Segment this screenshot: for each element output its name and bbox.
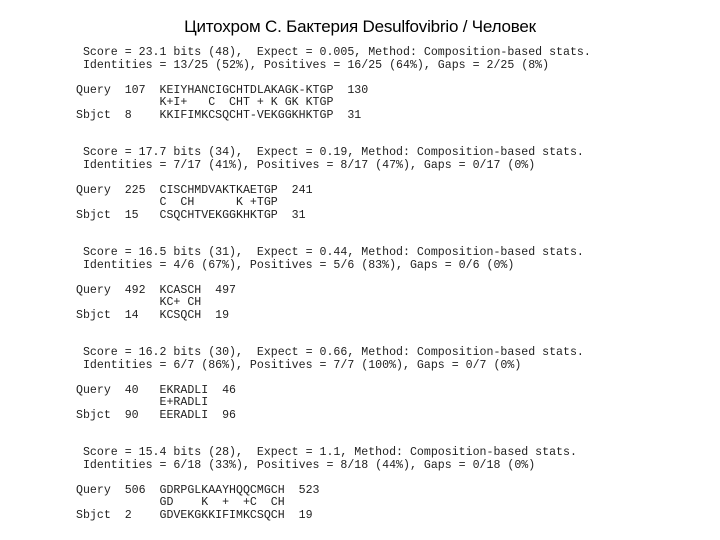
alignment-block bbox=[76, 247, 584, 323]
sbjct-line: Sbjct 15 CSQCHTVEKGGKHKTGP 31 bbox=[76, 208, 306, 222]
query-line: Query 225 CISCHMDVAKTKAETGP 241 bbox=[76, 183, 313, 197]
alignment-block bbox=[76, 347, 584, 423]
identities-line: Identities = 13/25 (52%), Positives = 16/25 (64%), Gaps = 2/25 (8%) bbox=[76, 58, 550, 72]
score-line: Score = 16.2 bits (30), Expect = 0.66, Method: Composition-based stats. bbox=[76, 346, 584, 359]
query-line: Query 492 KCASCH 497 bbox=[76, 283, 237, 297]
score-line: Score = 15.4 bits (28), Expect = 1.1, Method: Composition-based stats. bbox=[76, 446, 577, 459]
match-line: GD K + +C CH bbox=[76, 496, 285, 510]
match-line: K+I+ C CHT + K GK KTGP bbox=[76, 96, 334, 110]
sbjct-line: Sbjct 2 GDVEKGKKIFIMKCSQCH 19 bbox=[76, 508, 313, 522]
query-line: Query 107 KEIYHANCIGCHTDLAKAGK-KTGP 130 bbox=[76, 83, 369, 97]
sbjct-line: Sbjct 8 KKIFIMKCSQCHT-VEKGGKHKTGP 31 bbox=[76, 108, 362, 122]
alignment-block bbox=[76, 147, 584, 223]
query-line: Query 506 GDRPGLKAAYHQQCMGCH 523 bbox=[76, 483, 320, 497]
sbjct-line: Sbjct 14 KCSQCH 19 bbox=[76, 308, 230, 322]
match-line: E+RADLI bbox=[76, 396, 209, 410]
sbjct-line: Sbjct 90 EERADLI 96 bbox=[76, 408, 237, 422]
score-line: Score = 17.7 bits (34), Expect = 0.19, Method: Composition-based stats. bbox=[76, 146, 584, 159]
match-line: KC+ CH bbox=[76, 296, 202, 310]
score-line: Score = 16.5 bits (31), Expect = 0.44, Method: Composition-based stats. bbox=[76, 246, 584, 259]
identities-line: Identities = 7/17 (41%), Positives = 8/17 (47%), Gaps = 0/17 (0%) bbox=[76, 158, 536, 172]
slide-title: Цитохром С. Бактерия Desulfovibrio / Человек bbox=[184, 17, 536, 36]
query-line: Query 40 EKRADLI 46 bbox=[76, 383, 237, 397]
identities-line: Identities = 6/7 (86%), Positives = 7/7 (100%), Gaps = 0/7 (0%) bbox=[76, 358, 522, 372]
identities-line: Identities = 6/18 (33%), Positives = 8/18 (44%), Gaps = 0/18 (0%) bbox=[76, 458, 536, 472]
match-line: C CH K +TGP bbox=[76, 196, 278, 210]
alignment-block bbox=[76, 447, 577, 523]
alignment-block bbox=[76, 47, 591, 123]
identities-line: Identities = 4/6 (67%), Positives = 5/6 (83%), Gaps = 0/6 (0%) bbox=[76, 258, 515, 272]
score-line: Score = 23.1 bits (48), Expect = 0.005, Method: Composition-based stats. bbox=[76, 46, 591, 59]
